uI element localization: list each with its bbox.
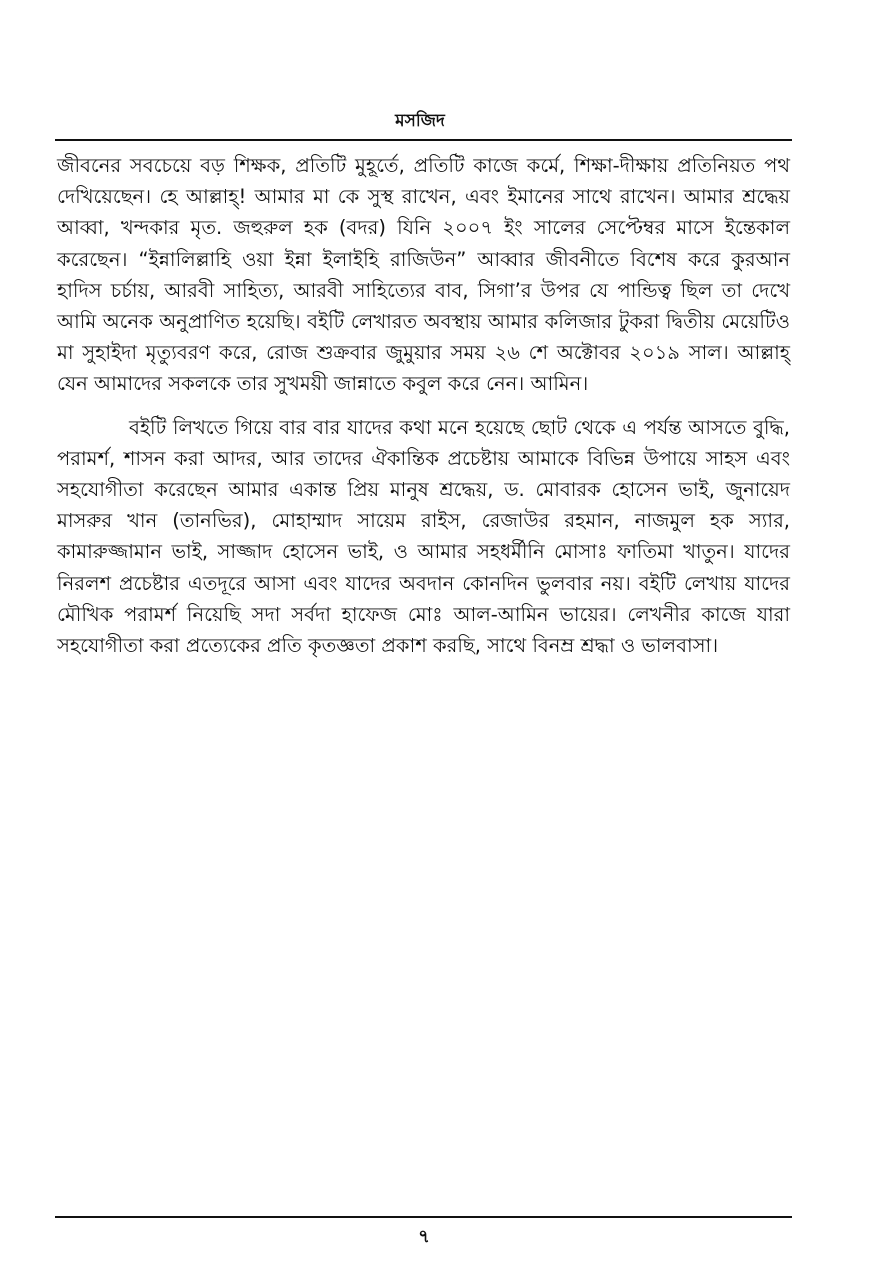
footer-rule: [55, 1216, 792, 1218]
paragraph-1: জীবনের সবচেয়ে বড় শিক্ষক, প্রতিটি মুহূর্তে, প্রতিটি কাজে কর্মে, শিক্ষা-দীক্ষায় প্রতিনিয়ত পথ দেখিয়েছেন। হে আল্লাহ্‌! আমার মা কে সুস্থ রাখেন, এবং ইমানের সাথে রাখেন। আমার শ্রদ্ধেয় আব্বা, খন্দকার মৃত. জহুরুল হক (বদর) যিনি ২০০৭ ইং সালের সেপ্টেম্বর মাসে ইন্তেকাল করেছেন। “ইন্নালিল্লাহি ওয়া ইন্না ইলাইহি রাজিউন” আব্বার জীবনীতে বিশেষ করে কুরআন হাদিস চর্চায়, আরবী সাহিত্য, আরবী সাহিত্যের বাব, সিগা’র উপর যে পান্ডিত্ব ছিল তা দেখে আমি অনেক অনুপ্রাণিত হয়েছি। বইটি লেখারত অবস্থায় আমার কলিজার টুকরা দ্বিতীয় মেয়েটিও মা সুহাইদা মৃত্যুবরণ করে, রোজ শুক্রবার জুমুয়ার সময় ২৬ শে অক্টোবর ২০১৯ সাল। আল্লাহ্‌ যেন আমাদের সকলকে তার সুখময়ী জান্নাতে কবুল করে নেন। আমিন।: [57, 154, 790, 396]
header-rule: [55, 139, 792, 141]
running-header-title: মসজিদ: [395, 111, 445, 131]
paragraph-2: বইটি লিখতে গিয়ে বার বার যাদের কথা মনে হয়েছে ছোট থেকে এ পর্যন্ত আসতে বুদ্ধি, পরামর্শ, শাসন করা আদর, আর তাদের ঐকান্তিক প্রচেষ্টায় আমাকে বিভিন্ন উপায়ে সাহস এবং সহযোগীতা করেছেন আমার একান্ত প্রিয় মানুষ শ্রদ্ধেয়, ড. মোবারক হোসেন ভাই, জুনায়েদ মাসরুর খান (তানভির), মোহাম্মাদ সায়েম রাইস, রেজাউর রহমান, নাজমুল হক স্যার, কামারুজ্জামান ভাই, সাজ্জাদ হোসেন ভাই, ও আমার সহধর্মীনি মোসাঃ ফাতিমা খাতুন। যাদের নিরলশ প্রচেষ্টার এতদূরে আসা এবং যাদের অবদান কোনদিন ভুলবার নয়। বইটি লেখায় যাদের মৌখিক পরামর্শ নিয়েছি সদা সর্বদা হাফেজ মোঃ আল-আমিন ভায়ের। লেখনীর কাজে যারা সহযোগীতা করা প্রত্যেকের প্রতি কৃতজ্ঞতা প্রকাশ করছি, সাথে বিনম্র শ্রদ্ধা ও ভালবাসা।: [57, 415, 790, 658]
body-text: [57, 150, 790, 661]
page-number: ৭: [418, 1226, 430, 1247]
